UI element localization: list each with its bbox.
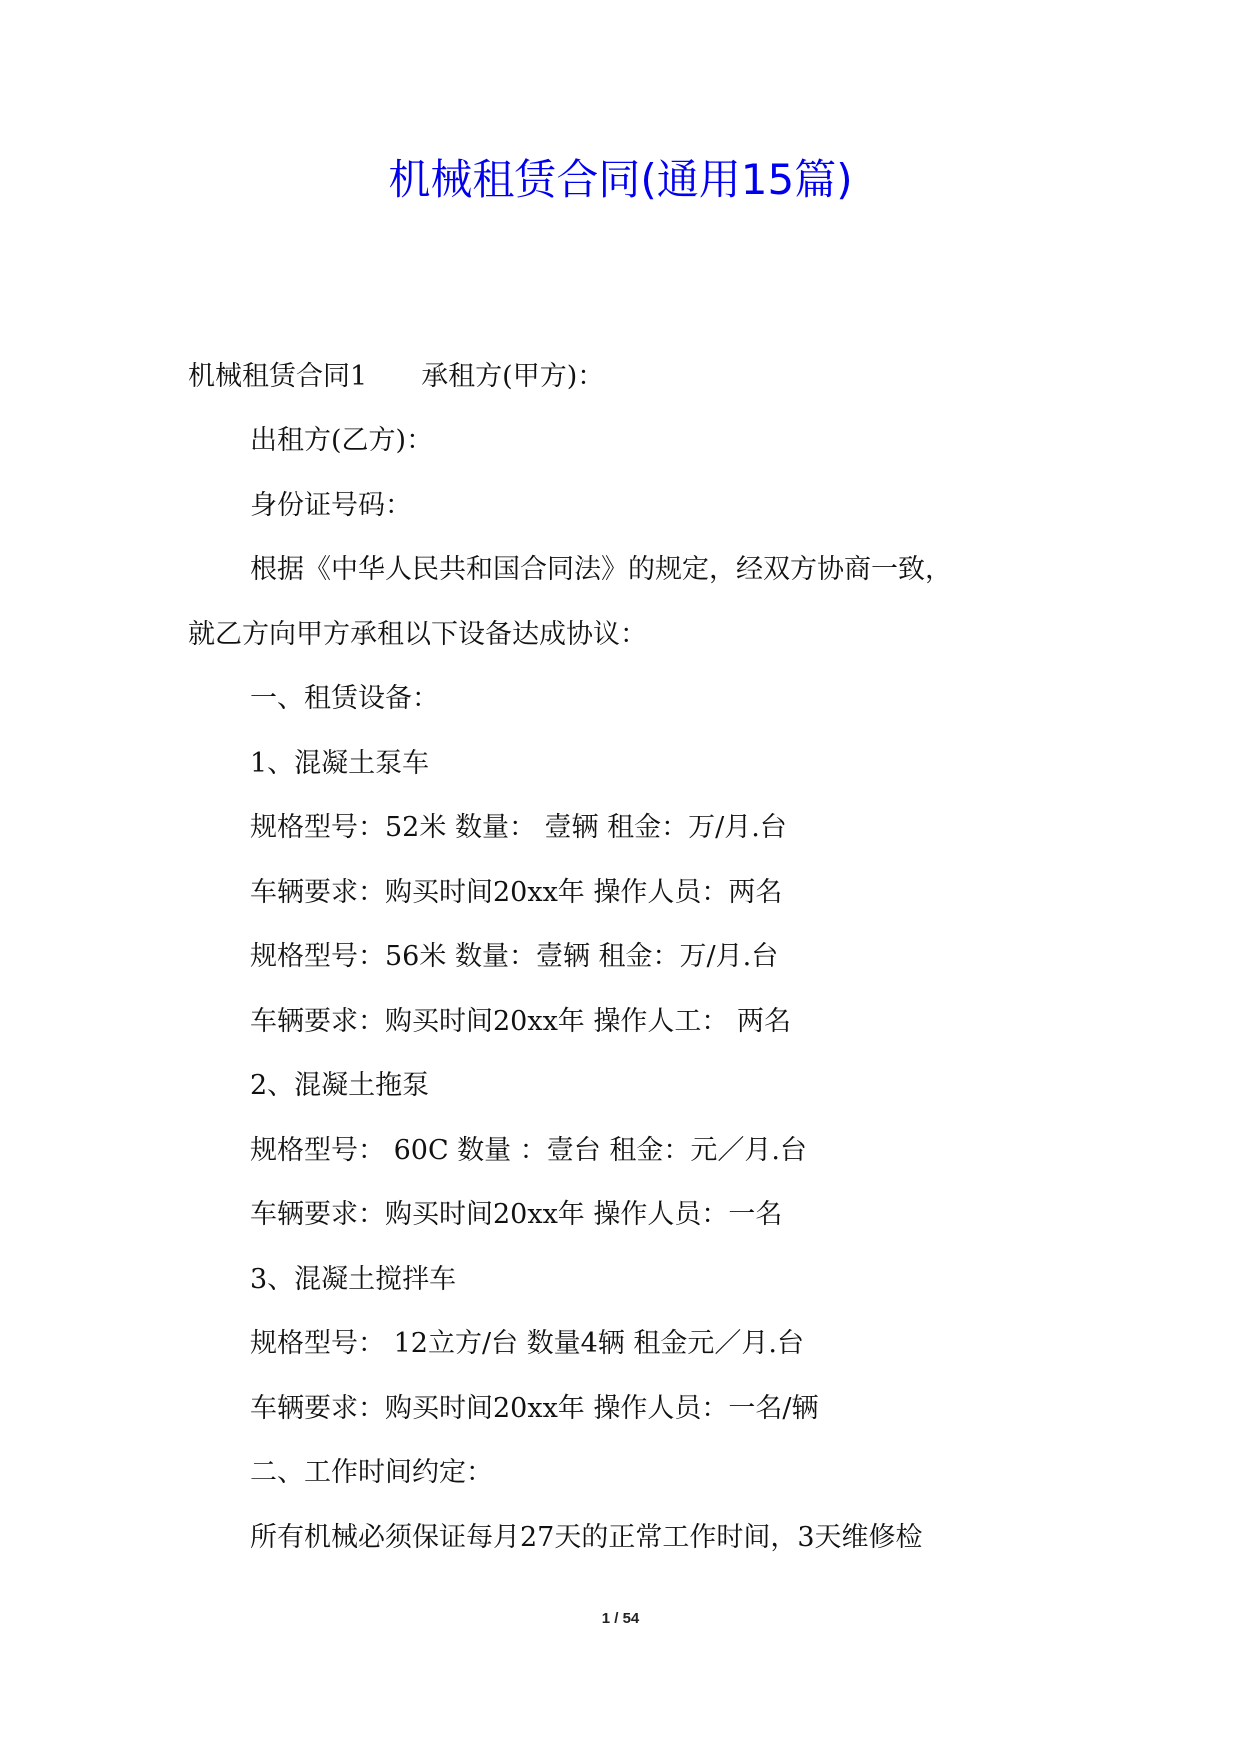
text-line: 规格型号：52米 数量： 壹辆 租金：万/月.台 <box>250 812 787 843</box>
text-line: 一、租赁设备： <box>250 683 439 714</box>
text-line: 2、混凝土拖泵 <box>250 1070 430 1101</box>
text-line: 就乙方向甲方承租以下设备达成协议： <box>188 619 647 650</box>
text-line: 身份证号码： <box>250 490 412 521</box>
text-line: 根据《中华人民共和国合同法》的规定，经双方协商一致， <box>250 554 952 585</box>
text-line: 规格型号：56米 数量：壹辆 租金：万/月.台 <box>250 941 779 972</box>
text-line: 1、混凝土泵车 <box>250 748 430 779</box>
page-number: 1 / 54 <box>601 1610 640 1627</box>
text-line: 机械租赁合同1 承租方(甲方)： <box>188 361 605 392</box>
text-line: 车辆要求：购买时间20xx年 操作人员：两名 <box>250 877 783 908</box>
text-line: 出租方(乙方)： <box>250 425 434 456</box>
text-line: 规格型号： 60C 数量 ：壹台 租金：元／月.台 <box>250 1135 807 1166</box>
text-line: 规格型号： 12立方/台 数量4辆 租金元／月.台 <box>250 1328 804 1359</box>
text-line: 3、混凝土搅拌车 <box>250 1264 457 1295</box>
text-line: 二、工作时间约定： <box>250 1457 493 1488</box>
document-title: 机械租赁合同(通用15篇) <box>388 155 853 204</box>
text-line: 车辆要求：购买时间20xx年 操作人员：一名/辆 <box>250 1393 819 1424</box>
text-line: 所有机械必须保证每月27天的正常工作时间，3天维修检 <box>250 1522 923 1553</box>
text-line: 车辆要求：购买时间20xx年 操作人员：一名 <box>250 1199 783 1230</box>
text-line: 车辆要求：购买时间20xx年 操作人工： 两名 <box>250 1006 791 1037</box>
